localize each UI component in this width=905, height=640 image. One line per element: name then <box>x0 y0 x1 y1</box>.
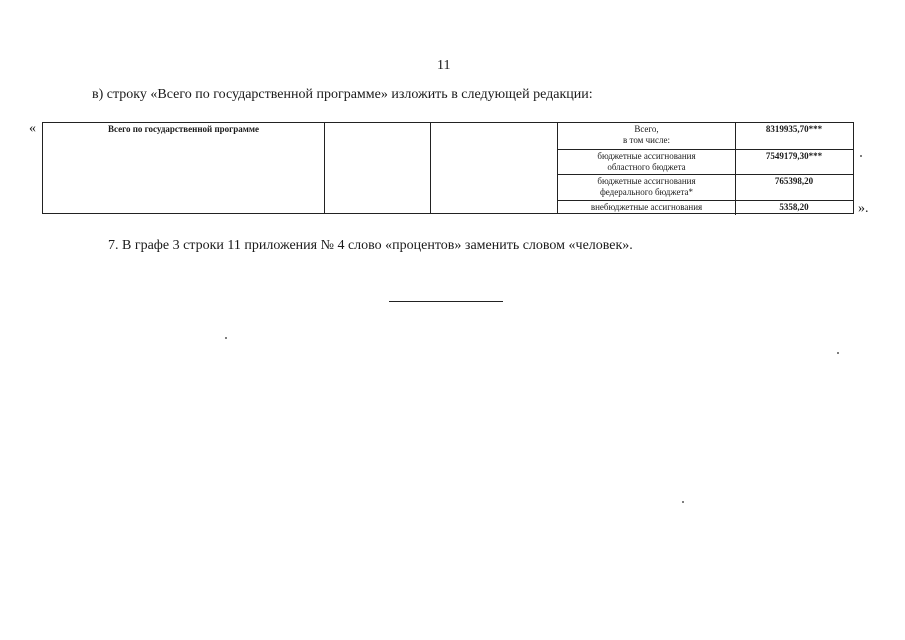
row-label <box>558 201 736 215</box>
quote-open: « <box>29 121 36 136</box>
scan-speck <box>225 337 227 339</box>
table-column-empty-2 <box>430 123 558 213</box>
row-label <box>558 175 736 200</box>
intro-text: в) строку «Всего по государственной программе» изложить в следующей редакции: <box>92 87 593 102</box>
row-label-line: областного бюджета <box>607 162 686 172</box>
quote-close: ». <box>858 201 869 216</box>
closing-divider <box>389 301 503 302</box>
table-label: Всего по государственной программе <box>108 124 259 134</box>
row-value: 5358,20 <box>779 202 809 212</box>
row-value: 765398,20 <box>774 176 814 186</box>
scan-speck <box>837 352 839 354</box>
row-label-line: внебюджетные ассигнования <box>590 202 703 212</box>
page-number: 11 <box>437 58 451 73</box>
row-value: 7549179,30*** <box>765 151 823 161</box>
row-label-line: Всего, <box>634 124 659 134</box>
row-label-line: бюджетные ассигнования <box>597 151 696 161</box>
table-row <box>558 150 853 175</box>
funding-subtable <box>558 123 853 215</box>
table-column-label <box>43 123 325 213</box>
scan-speck <box>860 155 862 157</box>
row-label <box>558 123 736 149</box>
row-value: 8319935,70*** <box>765 124 823 134</box>
row-label-line: федерального бюджета* <box>599 187 694 197</box>
program-table <box>42 122 854 214</box>
table-row <box>558 123 853 150</box>
table-row <box>558 175 853 201</box>
table-row <box>558 201 853 215</box>
row-label <box>558 150 736 174</box>
table-column-empty-1 <box>324 123 431 213</box>
amendment-text: 7. В графе 3 строки 11 приложения № 4 слово «процентов» заменить словом «человек». <box>108 238 633 253</box>
row-label-line: в том числе: <box>623 135 670 145</box>
scan-speck <box>682 501 684 503</box>
row-label-line: бюджетные ассигнования <box>597 176 696 186</box>
